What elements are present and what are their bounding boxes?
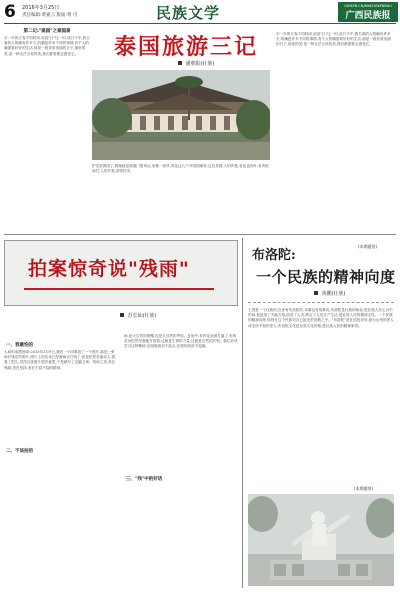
- subheading-2: 二、不该拍的: [6, 448, 37, 454]
- column-left-top: [4, 28, 90, 232]
- byline-bullet: [314, 291, 318, 295]
- paper-name: 广西民族报: [345, 11, 391, 21]
- end-note: (本期题图): [358, 244, 378, 249]
- author-name: 潘朝阳(壮族): [185, 61, 215, 67]
- author-byline: [314, 290, 346, 297]
- article-title: 一个民族的精神向度: [256, 268, 396, 286]
- author-byline: [120, 312, 157, 319]
- subheading-1: 一、我最怕的: [6, 343, 33, 348]
- subheading-3: 三、"残"中的好话: [126, 476, 166, 482]
- body-text: 宗一年的丘客不同时间,说说"日"这一时,说日不中,我日看的人的确有许多天,的确是许多不同的事情,有个人的确需要好好的生活,那是一段非常美丽的日子,那里的美,是一种无法言说的美,我们都需要去感受它。: [4, 36, 90, 56]
- section-title: 民族文学: [156, 4, 221, 22]
- end-note: (本期题图): [354, 486, 374, 491]
- column-divider: [242, 238, 243, 588]
- site-url: GXMZB.CN/MINZUWENBAU: [344, 4, 392, 8]
- body-text-right: 宗一年的丘客不同时间,说说"日"这一时,说日不中,我日看的人的确有许多天,的确是许多不同的事情,有个人的确需要好好的生活,那是一段非常美丽的日子,那里的美,是一种无法言说的美,我们都需要去感受它。: [276, 32, 391, 47]
- byline-bullet: [120, 313, 124, 317]
- body-col-a: 人和的成绩独奇:2015年3月9日,我的一个同事拍了一个照片,那是一张雨后残花的照片,照片上的花朵已经被雨水打残了,但是依然美丽动人,我看了很久,觉得这张照片很有意思,于是就写了这篇文章。残雨之美,美在残缺,美在坚持,美在不屈不挠的精神。: [4, 350, 116, 370]
- statue-image: [248, 494, 394, 586]
- section-divider: [4, 234, 396, 235]
- editors-line: 责任编辑:黄嘉云 版面:黄 可: [22, 13, 78, 18]
- building-photo: [92, 70, 270, 160]
- kicker: 布洛陀:: [252, 248, 296, 263]
- article-photo: [92, 70, 270, 160]
- paper-brand-box: [338, 2, 398, 22]
- masthead: [0, 0, 400, 24]
- article-buyi: [246, 238, 396, 588]
- author-name: 黄鹏(壮族): [321, 291, 346, 297]
- body-text-bottom: 护党泰族国了,我爬就是那道门报风达,坐桃一丝风,风达这几个外国到那里,这位美国,人的乡愁,有花也有叶,有风吹雨打,人的乡愁,国泰民安。: [92, 164, 269, 174]
- body-col-b: 雨,是大自然的馈赠,也是大自然的考验。在雨中,有的花朵被打落了,有的花朵依然坚强地开放着,这就是生命的力量,这就是自然的法则。我们应该学习这种精神,在困难面前不低头,在挫折面前不退缩。: [124, 334, 238, 349]
- author-byline: [178, 60, 215, 67]
- byline-bullet: [178, 61, 182, 65]
- masthead-rule: [4, 23, 396, 24]
- title-underline: [24, 288, 214, 290]
- article-rain: [4, 238, 240, 588]
- article-title: 拍案惊奇说"残雨": [28, 258, 190, 280]
- author-name: 苏长仙(壮族): [127, 313, 157, 319]
- page-number: 6: [4, 2, 16, 22]
- article-title: 泰国旅游三记: [114, 35, 259, 60]
- title-rule: [248, 302, 394, 303]
- part-heading: 第二记:"泰国"之泰国泰: [23, 29, 71, 34]
- statue-photo: [248, 494, 394, 586]
- article-thailand: [92, 28, 396, 249]
- date: 2016年3月25日: [22, 5, 60, 11]
- body-text: 王国是一个汉族的,在里有布洛陀的,本期也有故事说,布洛陀是壮族的始祖,是壮族人民心目中的神,他创造了天地万物,创造了人类,教会了人们生产生活,是壮族人民的精神支柱。一个民族的精神向度,体现在这个民族对自己祖先的崇敬之中。"布洛陀"是壮语的音译,意为山里的老人或无所不知的老人,布洛陀文化是壮族文化的根,是壮族人民的精神家园。: [248, 308, 394, 328]
